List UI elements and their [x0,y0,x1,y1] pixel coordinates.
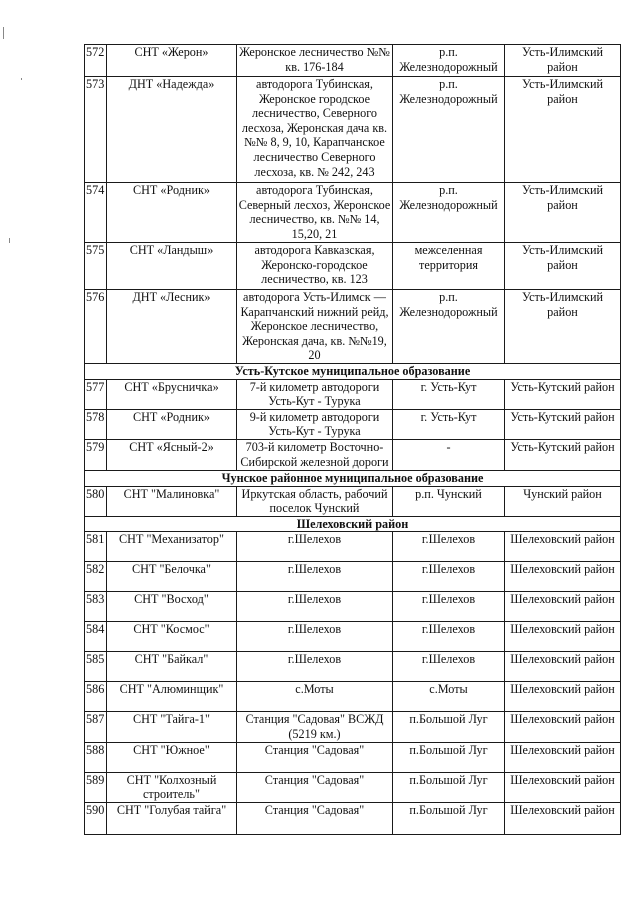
district: Чунский район [505,486,621,516]
association-name: СНТ "Тайга-1" [107,712,237,742]
district: Усть-Кутский район [505,379,621,409]
section-header-row [85,470,621,486]
settlement: п.Большой Луг [393,802,505,834]
district: Шелеховский район [505,742,621,772]
section-header-row [85,364,621,380]
table-row [85,243,621,290]
location-description: г.Шелехов [237,592,393,622]
garden-associations-table [84,44,621,835]
row-number: 577 [85,379,107,409]
settlement: р.п. Железнодорожный [393,290,505,364]
scan-mark [21,78,22,80]
district: Усть-Илимский район [505,183,621,243]
association-name: СНТ "Голубая тайга" [107,802,237,834]
settlement: п.Большой Луг [393,742,505,772]
association-name: СНТ "Колхозный строитель" [107,772,237,802]
row-number: 575 [85,243,107,290]
table-row [85,532,621,562]
district: Шелеховский район [505,622,621,652]
district: Усть-Илимский район [505,290,621,364]
district: Усть-Илимский район [505,77,621,183]
row-number: 587 [85,712,107,742]
association-name: СНТ «Родник» [107,409,237,439]
section-title: Шелеховский район [85,516,621,532]
row-number: 584 [85,622,107,652]
association-name: ДНТ «Лесник» [107,290,237,364]
location-description: Иркутская область, рабочий поселок Чунский [237,486,393,516]
settlement: г.Шелехов [393,622,505,652]
district: Шелеховский район [505,592,621,622]
settlement: г.Шелехов [393,592,505,622]
table-body [85,45,621,835]
location-description: Станция "Садовая" ВСЖД (5219 км.) [237,712,393,742]
settlement: межселенная территория [393,243,505,290]
table-row [85,712,621,742]
table-row [85,409,621,439]
table-row [85,290,621,364]
location-description: 7-й километр автодороги Усть-Кут - Турука [237,379,393,409]
location-description: 9-й километр автодороги Усть-Кут - Турука [237,409,393,439]
row-number: 586 [85,682,107,712]
scan-mark [3,27,4,39]
row-number: 583 [85,592,107,622]
location-description: Станция "Садовая" [237,802,393,834]
location-description: г.Шелехов [237,562,393,592]
row-number: 576 [85,290,107,364]
association-name: СНТ "Механизатор" [107,532,237,562]
location-description: автодорога Усть-Илимск — Карапчанский нижний рейд, Жеронское лесничество, Жеронская дача, кв. №№19, 20 [237,290,393,364]
location-description: 703-й километр Восточно-Сибирской железной дороги [237,439,393,470]
row-number: 574 [85,183,107,243]
section-title: Чунское районное муниципальное образование [85,470,621,486]
location-description: г.Шелехов [237,652,393,682]
table-row [85,183,621,243]
association-name: СНТ "Космос" [107,622,237,652]
row-number: 585 [85,652,107,682]
table-row [85,45,621,77]
table-row [85,439,621,470]
district: Шелеховский район [505,532,621,562]
location-description: г.Шелехов [237,622,393,652]
settlement: п.Большой Луг [393,712,505,742]
association-name: СНТ "Малиновка" [107,486,237,516]
row-number: 588 [85,742,107,772]
table-row [85,772,621,802]
location-description: Жеронское лесничество №№ кв. 176-184 [237,45,393,77]
settlement: г. Усть-Кут [393,379,505,409]
table-row [85,802,621,834]
district: Шелеховский район [505,652,621,682]
district: Усть-Илимский район [505,45,621,77]
row-number: 590 [85,802,107,834]
settlement: г. Усть-Кут [393,409,505,439]
table-row [85,652,621,682]
row-number: 579 [85,439,107,470]
district: Усть-Кутский район [505,439,621,470]
district: Шелеховский район [505,562,621,592]
table-row [85,562,621,592]
settlement: р.п. Железнодорожный [393,45,505,77]
association-name: СНТ "Белочка" [107,562,237,592]
association-name: ДНТ «Надежда» [107,77,237,183]
location-description: автодорога Тубинская, Жеронское городское лесничество, Северного лесхоза, Жеронская дача кв. №№ 8, 9, 10, Карапчанское лесничество Северного лесхоза, кв. № 242, 243 [237,77,393,183]
association-name: СНТ «Брусничка» [107,379,237,409]
association-name: СНТ «Ясный-2» [107,439,237,470]
location-description: с.Моты [237,682,393,712]
table-row [85,77,621,183]
table-row [85,379,621,409]
table-row [85,592,621,622]
table-row [85,486,621,516]
row-number: 578 [85,409,107,439]
scan-mark [9,238,10,243]
table-row [85,742,621,772]
location-description: автодорога Кавказская, Жеронско-городское лесничество, кв. 123 [237,243,393,290]
location-description: Станция "Садовая" [237,742,393,772]
location-description: автодорога Тубинская, Северный лесхоз, Жеронское лесничество, кв. №№ 14, 15,20, 21 [237,183,393,243]
table-row [85,622,621,652]
settlement: р.п. Чунский [393,486,505,516]
association-name: СНТ «Ландыш» [107,243,237,290]
settlement: р.п. Железнодорожный [393,77,505,183]
association-name: СНТ «Родник» [107,183,237,243]
association-name: СНТ «Жерон» [107,45,237,77]
settlement: г.Шелехов [393,532,505,562]
association-name: СНТ "Алюминщик" [107,682,237,712]
row-number: 582 [85,562,107,592]
row-number: 572 [85,45,107,77]
association-name: СНТ "Байкал" [107,652,237,682]
row-number: 573 [85,77,107,183]
section-title: Усть-Кутское муниципальное образование [85,364,621,380]
table-row [85,682,621,712]
district: Шелеховский район [505,682,621,712]
settlement: г.Шелехов [393,652,505,682]
location-description: Станция "Садовая" [237,772,393,802]
row-number: 581 [85,532,107,562]
district: Шелеховский район [505,802,621,834]
row-number: 580 [85,486,107,516]
district: Усть-Илимский район [505,243,621,290]
settlement: р.п. Железнодорожный [393,183,505,243]
settlement: п.Большой Луг [393,772,505,802]
district: Усть-Кутский район [505,409,621,439]
settlement: г.Шелехов [393,562,505,592]
district: Шелеховский район [505,772,621,802]
association-name: СНТ "Южное" [107,742,237,772]
settlement: - [393,439,505,470]
section-header-row [85,516,621,532]
row-number: 589 [85,772,107,802]
association-name: СНТ "Восход" [107,592,237,622]
district: Шелеховский район [505,712,621,742]
settlement: с.Моты [393,682,505,712]
location-description: г.Шелехов [237,532,393,562]
